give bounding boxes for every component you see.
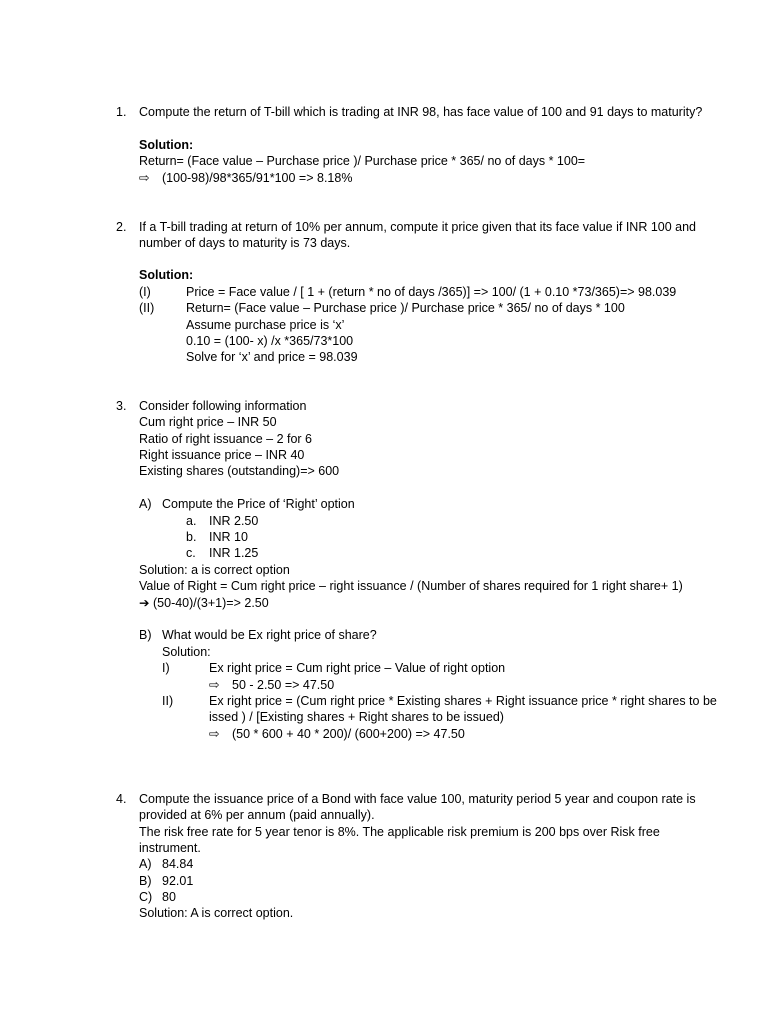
option-text: 84.84 — [162, 857, 194, 871]
info-line: Ratio of right issuance – 2 for 6 — [139, 432, 313, 446]
option-text: INR 1.25 — [209, 546, 259, 560]
solution-label: Solution: — [139, 268, 194, 282]
step-text: Solve for ‘x’ and price = 98.039 — [186, 350, 358, 364]
option-label: c. — [186, 546, 196, 560]
formula-text: Value of Right = Cum right price – right issuance / (Number of shares required for 1 right share+ 1) — [139, 579, 683, 593]
arrow-icon: ➔ — [139, 596, 150, 610]
solution-label: Solution: — [162, 645, 211, 659]
info-line: Cum right price – INR 50 — [139, 415, 277, 429]
step-text: Ex right price = Cum right price – Value of right option — [209, 661, 506, 675]
subquestion-label: A) — [139, 497, 152, 511]
info-line: Existing shares (outstanding)=> 600 — [139, 464, 340, 478]
step-label: (II) — [139, 301, 155, 315]
option-label: a. — [186, 514, 197, 528]
option-label: C) — [139, 890, 153, 904]
question-text: If a T-bill trading at return of 10% per annum, compute it price given that its face value if INR 100 and — [139, 220, 697, 234]
step-text: Price = Face value / [ 1 + (return * no of days /365)] => 100/ (1 + 0.10 *73/365)=> 98.039 — [186, 285, 677, 299]
solution-label: Solution: — [139, 138, 194, 152]
result-text: (100-98)/98*365/91*100 => 8.18% — [162, 171, 353, 185]
arrow-icon: ⇨ — [209, 678, 220, 692]
subquestion-text: Compute the Price of ‘Right’ option — [162, 497, 355, 511]
arrow-icon: ⇨ — [209, 727, 220, 741]
step-text: Assume purchase price is ‘x’ — [186, 318, 345, 332]
option-label: A) — [139, 857, 152, 871]
question-number: 2. — [116, 220, 127, 234]
calc-text: (50 * 600 + 40 * 200)/ (600+200) => 47.50 — [232, 727, 465, 741]
step-label: I) — [162, 661, 170, 675]
question-text: number of days to maturity is 73 days. — [139, 236, 351, 250]
subquestion-text: What would be Ex right price of share? — [162, 628, 377, 642]
option-label: B) — [139, 874, 152, 888]
option-text: INR 2.50 — [209, 514, 259, 528]
calc-text: 50 - 2.50 => 47.50 — [232, 678, 335, 692]
step-text: 0.10 = (100- x) /x *365/73*100 — [186, 334, 354, 348]
formula-text: Return= (Face value – Purchase price )/ Purchase price * 365/ no of days * 100= — [139, 154, 586, 168]
question-text: The risk free rate for 5 year tenor is 8%. The applicable risk premium is 200 bps over Risk free — [139, 825, 660, 839]
question-number: 3. — [116, 399, 127, 413]
option-text: 92.01 — [162, 874, 194, 888]
question-text: instrument. — [139, 841, 201, 855]
step-label: II) — [162, 694, 174, 708]
step-text: Return= (Face value – Purchase price )/ Purchase price * 365/ no of days * 100 — [186, 301, 625, 315]
question-number: 4. — [116, 792, 127, 806]
option-label: b. — [186, 530, 197, 544]
question-text: Compute the issuance price of a Bond with face value 100, maturity period 5 year and coupon rate is — [139, 792, 696, 806]
step-text: issed ) / [Existing shares + Right shares to be issued) — [209, 710, 504, 724]
question-text: provided at 6% per annum (paid annually). — [139, 808, 375, 822]
solution-text: Solution: A is correct option. — [139, 906, 294, 920]
subquestion-label: B) — [139, 628, 152, 642]
option-text: 80 — [162, 890, 176, 904]
question-number: 1. — [116, 105, 127, 119]
info-line: Right issuance price – INR 40 — [139, 448, 305, 462]
step-label: (I) — [139, 285, 151, 299]
step-text: Ex right price = (Cum right price * Existing shares + Right issuance price * right shares to be — [209, 694, 717, 708]
option-text: INR 10 — [209, 530, 248, 544]
solution-text: Solution: a is correct option — [139, 563, 290, 577]
question-text: Compute the return of T-bill which is trading at INR 98, has face value of 100 and 91 days to maturity? — [139, 105, 703, 119]
calc-text: (50-40)/(3+1)=> 2.50 — [153, 596, 269, 610]
arrow-icon: ⇨ — [139, 171, 150, 185]
question-text: Consider following information — [139, 399, 307, 413]
